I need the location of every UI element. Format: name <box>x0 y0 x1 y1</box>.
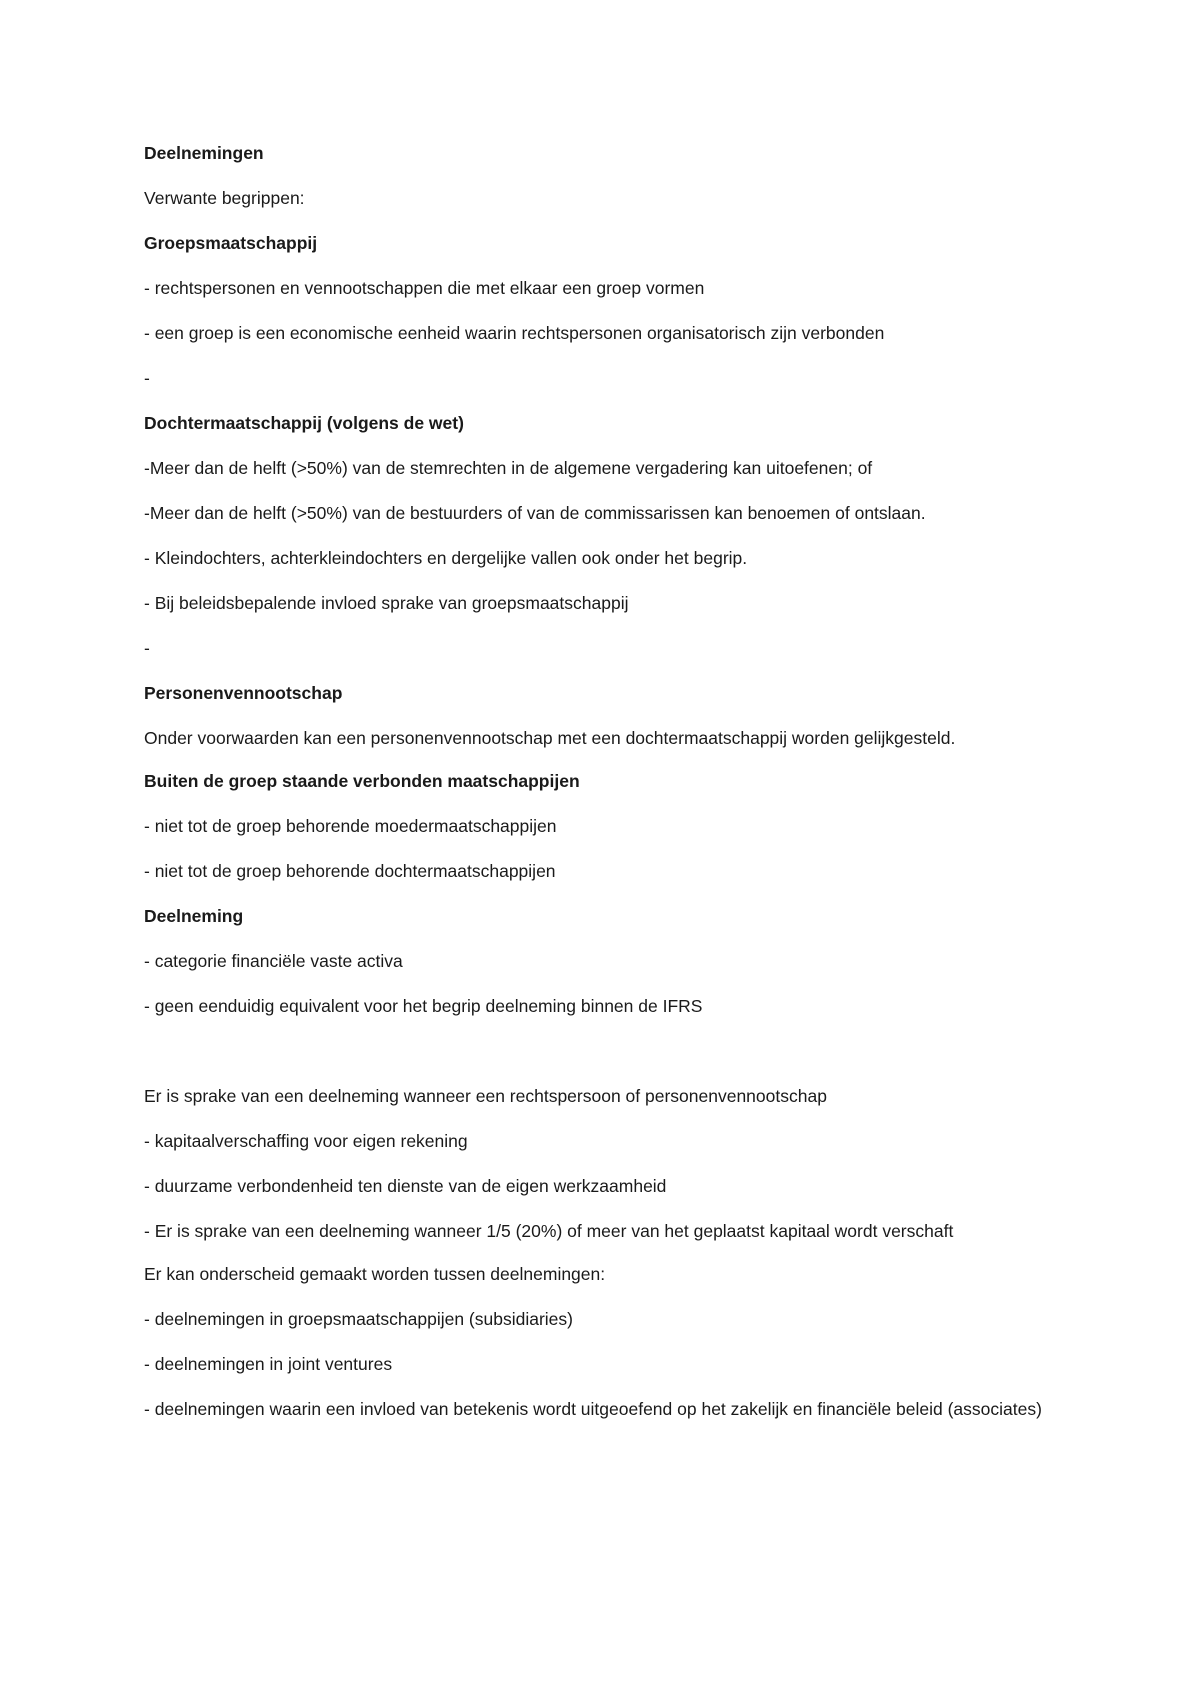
list-item: - deelnemingen in groepsmaatschappijen (subsidiaries) <box>144 1309 573 1329</box>
heading-buiten-groep: Buiten de groep staande verbonden maatschappijen <box>144 771 580 791</box>
document-title: Deelnemingen <box>144 143 264 163</box>
heading-dochtermaatschappij: Dochtermaatschappij (volgens de wet) <box>144 413 464 433</box>
list-item: - deelnemingen waarin een invloed van betekenis wordt uitgeoefend op het zakelijk en financiële beleid (associates) <box>144 1399 1042 1419</box>
list-item: - Bij beleidsbepalende invloed sprake van groepsmaatschappij <box>144 593 629 613</box>
paragraph-text: Er kan onderscheid gemaakt worden tussen deelnemingen: <box>144 1264 606 1284</box>
paragraph-text: Er is sprake van een deelneming wanneer een rechtspersoon of personenvennootschap <box>144 1086 827 1106</box>
list-item: - een groep is een economische eenheid waarin rechtspersonen organisatorisch zijn verbonden <box>144 323 885 343</box>
heading-personenvennootschap: Personenvennootschap <box>144 683 343 703</box>
list-item: -Meer dan de helft (>50%) van de bestuurders of van de commissarissen kan benoemen of ontslaan. <box>144 503 926 523</box>
list-item: - Er is sprake van een deelneming wanneer 1/5 (20%) of meer van het geplaatst kapitaal wordt verschaft <box>144 1221 954 1241</box>
heading-groepsmaatschappij: Groepsmaatschappij <box>144 233 318 253</box>
list-item: - deelnemingen in joint ventures <box>144 1354 393 1374</box>
blank-line <box>144 1038 1064 1065</box>
list-item: - geen eenduidig equivalent voor het begrip deelneming binnen de IFRS <box>144 996 703 1016</box>
list-item: - niet tot de groep behorende moedermaatschappijen <box>144 816 557 836</box>
list-item: - niet tot de groep behorende dochtermaatschappijen <box>144 861 556 881</box>
list-item: - <box>144 638 150 658</box>
list-item: - rechtspersonen en vennootschappen die met elkaar een groep vormen <box>144 278 705 298</box>
list-item: - Kleindochters, achterkleindochters en dergelijke vallen ook onder het begrip. <box>144 548 748 568</box>
list-item: - categorie financiële vaste activa <box>144 951 403 971</box>
list-item: - kapitaalverschaffing voor eigen rekening <box>144 1131 468 1151</box>
list-item: - <box>144 368 150 388</box>
document-body <box>144 140 1064 1441</box>
heading-deelneming: Deelneming <box>144 906 244 926</box>
list-item: -Meer dan de helft (>50%) van de stemrechten in de algemene vergadering kan uitoefenen; of <box>144 458 873 478</box>
list-item: - duurzame verbondenheid ten dienste van de eigen werkzaamheid <box>144 1176 667 1196</box>
intro-text: Verwante begrippen: <box>144 188 305 208</box>
paragraph-text: Onder voorwaarden kan een personenvennootschap met een dochtermaatschappij worden gelijkgesteld. <box>144 728 956 748</box>
